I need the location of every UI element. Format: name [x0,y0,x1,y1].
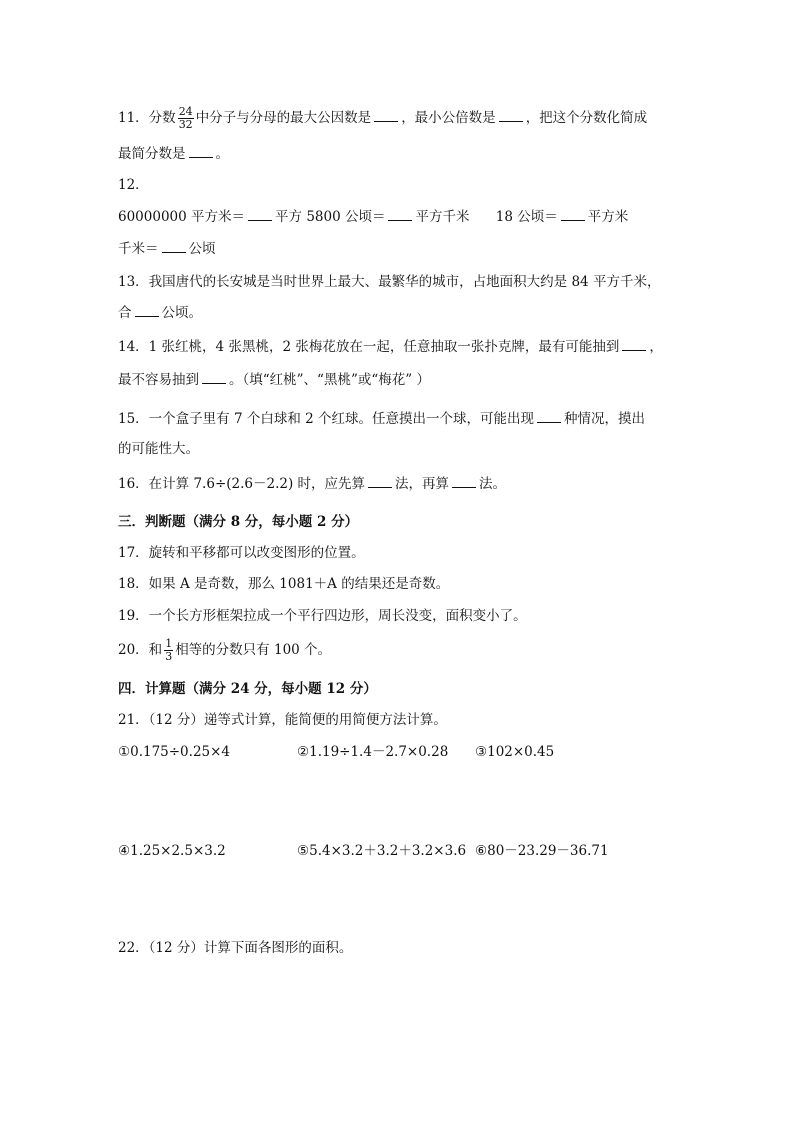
question-11-line-2: 最简分数是 。 [118,146,229,162]
question-14-line-1: 14．1 张红桃，4 张黑桃，2 张梅花放在一起，任意抽取一张扑克牌，最有可能抽到 ， [118,339,663,355]
answer-blank[interactable] [189,144,213,158]
question-13-line-1: 13．我国唐代的长安城是当时世界上最大、最繁华的城市，占地面积大约是 84 平方千米， [118,274,661,290]
answer-blank[interactable] [368,474,392,488]
question-11-line-1: 11．分数 $\frac{24}{32}$ 中分子与分母的最大公因数是 ，最小公倍数是 ，把这个分数化简成 [118,105,648,131]
calc-item-1: ①0.175÷0.25×4 [118,744,231,760]
answer-blank[interactable] [248,207,272,221]
question-15-line-2: 的可能性大。 [118,441,199,457]
answer-blank[interactable] [162,239,186,253]
question-12-label: 12． [118,177,149,193]
question-19: 19．一个长方形框架拉成一个平行四边形，周长没变，面积变小了。 [118,608,527,624]
question-18: 18．如果 A 是奇数，那么 1081＋A 的结果还是奇数。 [118,576,450,592]
answer-blank[interactable] [374,108,398,122]
answer-blank[interactable] [537,409,561,423]
question-12-line-3: 千米＝ 公顷 [118,241,216,257]
answer-blank[interactable] [561,207,585,221]
calc-item-3: ③102×0.45 [475,744,555,760]
calc-item-6: ⑥80－23.29－36.71 [475,843,609,859]
question-22: 22．（12 分）计算下面各图形的面积。 [118,940,353,956]
answer-blank[interactable] [452,474,476,488]
calc-item-2: ②1.19÷1.4－2.7×0.28 [297,744,449,760]
question-14-line-2: 最不容易抽到 。（填“红桃”、“黑桃”或“梅花” ） [118,372,430,388]
calc-item-5: ⑤5.4×3.2＋3.2＋3.2×3.6 [297,843,467,859]
section-3-heading: 三．判断题（满分 8 分，每小题 2 分） [118,514,359,530]
fraction-24-32: $\frac{24}{32}$ [178,105,193,131]
question-17: 17．旋转和平移都可以改变图形的位置。 [118,545,365,561]
question-16: 16．在计算 7.6÷(2.6－2.2) 时，应先算 法，再算 法。 [118,476,507,492]
question-15-line-1: 15．一个盒子里有 7 个白球和 2 个红球。任意摸出一个球，可能出现 种情况，摸出 [118,411,646,427]
section-4-heading: 四．计算题（满分 24 分，每小题 12 分） [118,681,377,697]
question-13-line-2: 合 公顷。 [118,305,202,321]
answer-blank[interactable] [499,108,523,122]
question-21-title: 21．（12 分）递等式计算，能简便的用简便方法计算。 [118,712,447,728]
answer-blank[interactable] [622,337,646,351]
question-20: 20．和 $\frac{1}{3}$ 相等的分数只有 100 个。 [118,637,332,663]
question-12-line-2: 60000000 平方米＝ 平方 5800 公顷＝ 平方千米 18 公顷＝ 平方米 [118,209,629,225]
answer-blank[interactable] [388,207,412,221]
calc-item-4: ④1.25×2.5×3.2 [118,843,226,859]
fraction-1-3: $\frac{1}{3}$ [165,637,173,663]
answer-blank[interactable] [135,303,159,317]
answer-blank[interactable] [202,370,226,384]
